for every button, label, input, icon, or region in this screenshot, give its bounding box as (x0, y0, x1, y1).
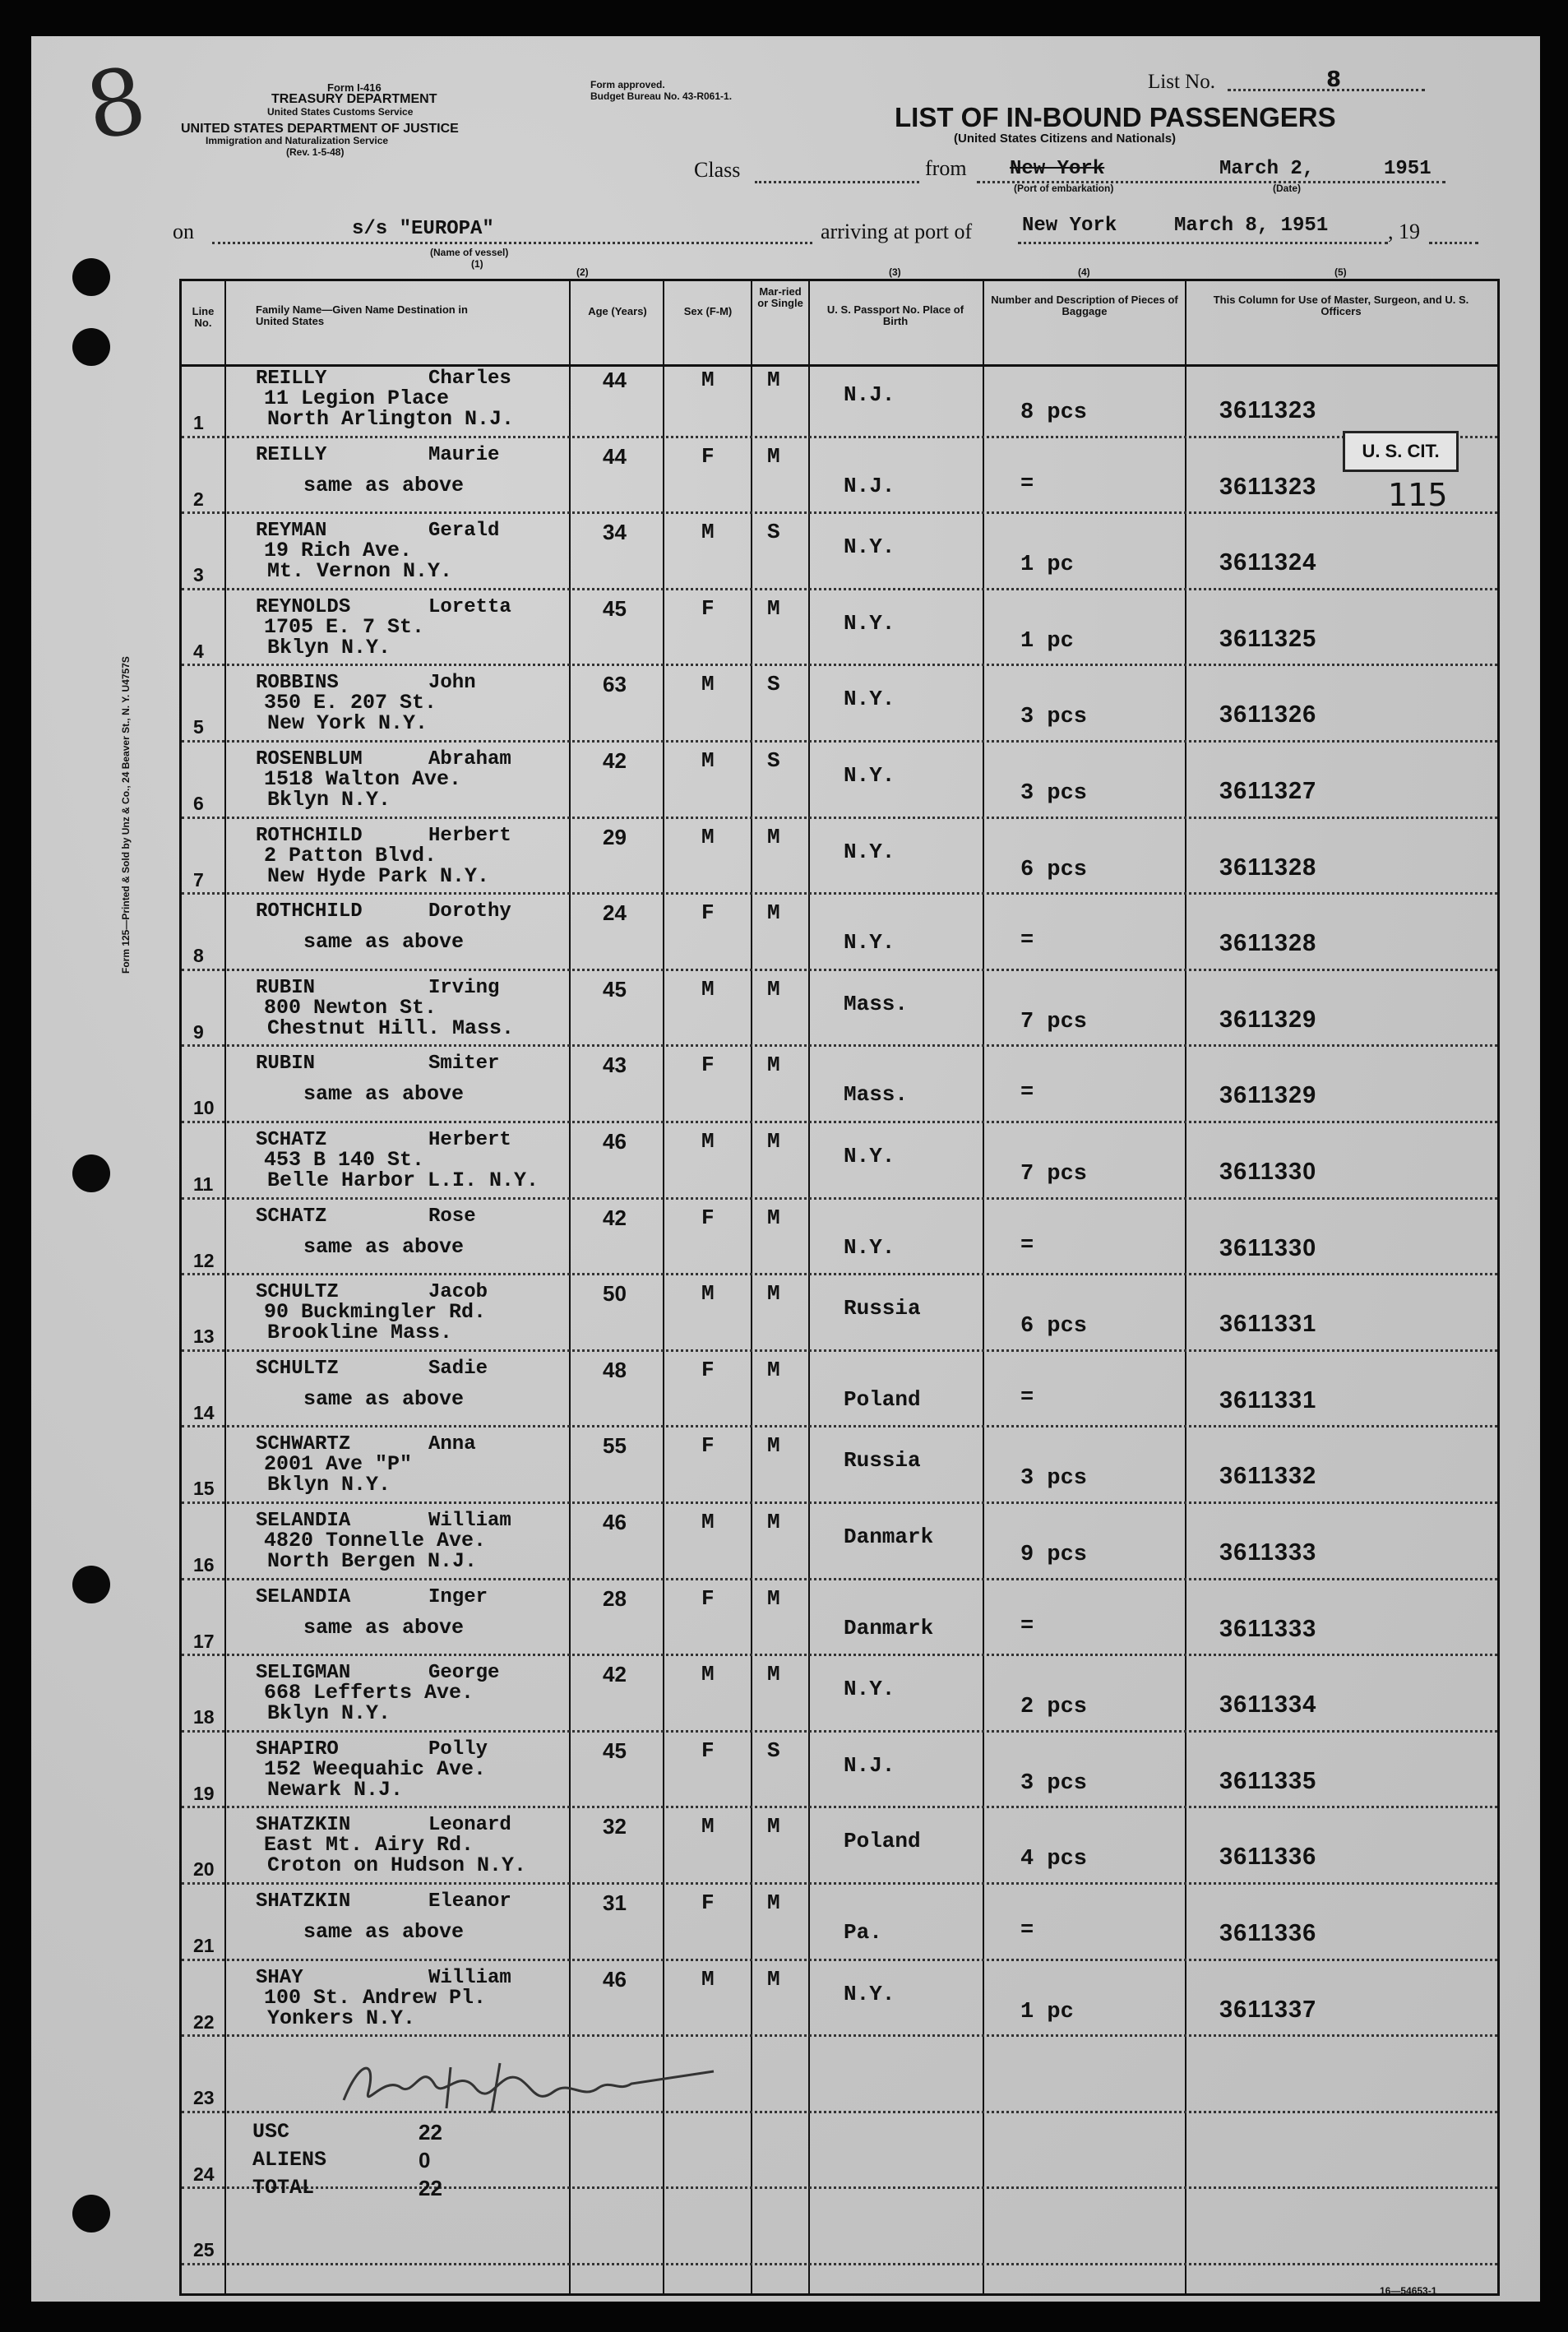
place-of-birth: Poland (844, 1386, 921, 1412)
passenger-surname: SCHWARTZ (256, 1433, 351, 1456)
address-line-2: same as above (303, 1386, 465, 1411)
citizen-number: 3611323 (1219, 397, 1317, 423)
baggage: 2 pcs (1020, 1695, 1088, 1720)
citizen-number: 3611328 (1219, 930, 1317, 957)
dept-treasury: TREASURY DEPARTMENT (271, 92, 437, 106)
embarkation-caption: (Port of embarkation) (1014, 183, 1114, 194)
baggage: 1 pc (1020, 628, 1074, 654)
col-header-birth: U. S. Passport No. Place of Birth (826, 303, 964, 327)
marital-status: M (767, 900, 780, 926)
line-number: 9 (193, 1020, 204, 1043)
budget-bureau: Budget Bureau No. 43-R061-1. (590, 90, 733, 102)
address-line-1: East Mt. Airy Rd. (264, 1833, 474, 1858)
age: 55 (603, 1433, 627, 1459)
marital-status: M (767, 368, 780, 392)
col-header-name: Family Name—Given Name Destination in United States (256, 303, 468, 327)
baggage: 6 pcs (1020, 857, 1088, 882)
place-of-birth: N.Y. (844, 930, 895, 955)
line-number: 24 (193, 2163, 215, 2185)
citizen-number: 3611323 (1219, 473, 1317, 500)
citizen-number: 3611327 (1219, 778, 1317, 804)
passenger-given-name: Smiter (428, 1053, 500, 1076)
marital-status: M (767, 1662, 780, 1687)
citizen-number: 3611332 (1219, 1463, 1317, 1490)
address-line-2: Newark N.J. (267, 1777, 404, 1802)
citizen-number: 3611330 (1219, 1234, 1317, 1261)
officer-signature (335, 2043, 730, 2133)
line-number: 21 (193, 1935, 215, 1956)
passenger-given-name: William (428, 1966, 511, 1989)
address-line-1: 350 E. 207 St. (264, 691, 437, 715)
address-line-1: 2001 Ave "P" (264, 1452, 413, 1477)
marital-status: S (767, 520, 780, 545)
address-line-2: Croton on Hudson N.Y. (267, 1853, 527, 1878)
passenger-surname: SCHATZ (256, 1129, 327, 1151)
sex: F (701, 900, 715, 926)
total-label: TOTAL (252, 2176, 315, 2200)
sex: F (701, 1890, 715, 1915)
passenger-given-name: Sadie (428, 1357, 488, 1380)
place-of-birth: N.J. (844, 473, 895, 498)
place-of-birth: Mass. (844, 991, 909, 1016)
age: 31 (603, 1890, 627, 1915)
address-line-1: 90 Buckmingler Rd. (264, 1300, 487, 1325)
line-number: 25 (193, 2239, 215, 2261)
passenger-surname: ROBBINS (256, 672, 339, 695)
marital-status: M (767, 1966, 780, 1992)
baggage: = (1020, 471, 1034, 497)
sex: M (701, 1129, 715, 1154)
sex: M (701, 976, 715, 1002)
marital-status: M (767, 1585, 780, 1611)
age: 44 (603, 443, 627, 469)
line-number: 1 (193, 412, 204, 433)
citizen-number: 3611331 (1219, 1311, 1317, 1338)
baggage: 3 pcs (1020, 781, 1088, 806)
departure-date: March 2, (1219, 158, 1315, 180)
address-line-2: Bklyn N.Y. (267, 1473, 391, 1497)
baggage: 4 pcs (1020, 1847, 1088, 1872)
place-of-birth: Mass. (844, 1082, 909, 1108)
passenger-given-name: Polly (428, 1737, 488, 1761)
passenger-given-name: Charles (428, 368, 511, 390)
passenger-surname: SELANDIA (256, 1585, 351, 1608)
sex: M (701, 672, 715, 697)
line-number: 2 (193, 488, 204, 510)
marital-status: M (767, 976, 780, 1002)
passenger-given-name: John (428, 672, 476, 695)
on-label: on (173, 220, 194, 243)
dept-treasury-sub: United States Customs Service (267, 106, 414, 118)
baggage: = (1020, 1385, 1034, 1410)
place-of-birth: Danmark (844, 1525, 934, 1549)
citizen-number: 3611324 (1219, 549, 1317, 576)
line-number: 3 (193, 564, 204, 586)
line-number: 18 (193, 1706, 215, 1728)
year-suffix: , 19 (1388, 220, 1420, 243)
place-of-birth: N.Y. (844, 1677, 895, 1702)
passenger-given-name: Herbert (428, 824, 511, 847)
marital-status: M (767, 443, 780, 469)
sex: F (701, 1585, 715, 1611)
baggage: 1 pc (1020, 1999, 1074, 2024)
place-of-birth: N.Y. (844, 839, 895, 864)
passenger-surname: SELANDIA (256, 1510, 351, 1532)
vessel-caption: (Name of vessel) (430, 247, 509, 258)
col-number-2: (2) (576, 266, 589, 278)
marital-status: M (767, 1890, 780, 1915)
marital-status: M (767, 1814, 780, 1839)
place-of-birth: N.J. (844, 1752, 895, 1778)
binder-hole (72, 1566, 110, 1603)
passenger-given-name: Herbert (428, 1129, 511, 1151)
passenger-given-name: Inger (428, 1585, 488, 1608)
passenger-surname: SCHULTZ (256, 1357, 339, 1380)
passenger-given-name: Rose (428, 1205, 476, 1228)
address-line-2: same as above (303, 473, 465, 497)
marital-status: S (767, 748, 780, 773)
baggage: 9 pcs (1020, 1543, 1088, 1567)
passenger-surname: SHAPIRO (256, 1737, 339, 1761)
arrival-port: New York (1022, 215, 1117, 237)
passenger-surname: REYNOLDS (256, 595, 351, 618)
age: 34 (603, 520, 627, 545)
place-of-birth: N.Y. (844, 763, 895, 788)
address-line-1: 453 B 140 St. (264, 1148, 425, 1172)
sex: F (701, 443, 715, 469)
list-title: LIST OF IN-BOUND PASSENGERS (895, 102, 1336, 132)
address-line-2: North Bergen N.J. (267, 1549, 478, 1573)
baggage: = (1020, 1080, 1034, 1106)
address-line-2: Bklyn N.Y. (267, 788, 391, 812)
address-line-1: 152 Weequahic Ave. (264, 1756, 487, 1781)
line-number: 8 (193, 945, 204, 967)
col-header-age: Age (Years) (588, 305, 647, 317)
line-number: 13 (193, 1326, 215, 1348)
passenger-given-name: Leonard (428, 1814, 511, 1837)
address-line-2: same as above (303, 1615, 465, 1640)
passenger-surname: RUBIN (256, 1053, 316, 1076)
passenger-surname: ROTHCHILD (256, 900, 363, 923)
baggage: 3 pcs (1020, 1770, 1088, 1796)
citizen-number: 3611329 (1219, 1082, 1317, 1109)
age: 46 (603, 1510, 627, 1534)
departure-year: 1951 (1384, 158, 1432, 180)
line-number: 5 (193, 716, 204, 738)
baggage: 3 pcs (1020, 705, 1088, 730)
passenger-given-name: William (428, 1510, 511, 1532)
baggage: 7 pcs (1020, 1162, 1088, 1187)
address-line-1: 668 Lefferts Ave. (264, 1681, 474, 1705)
marital-status: M (767, 1129, 780, 1154)
address-line-1: 800 Newton St. (264, 995, 437, 1020)
address-line-1: 1705 E. 7 St. (264, 614, 425, 639)
col-number-4: (4) (1078, 266, 1090, 278)
form-code: 16—54653-1 (1380, 2285, 1437, 2297)
place-of-birth: Russia (844, 1296, 921, 1321)
age: 45 (603, 976, 627, 1002)
total-label: USC (252, 2120, 290, 2145)
sex: M (701, 824, 715, 849)
binder-hole (72, 2195, 110, 2233)
us-citizen-stamp: U. S. CIT. (1343, 431, 1459, 472)
address-line-1: 11 Legion Place (264, 386, 450, 410)
list-no-label: List No. (1148, 71, 1215, 93)
passenger-surname: ROTHCHILD (256, 824, 363, 847)
sex: F (701, 1205, 715, 1230)
age: 42 (603, 1662, 627, 1687)
address-line-2: New York N.Y. (267, 711, 428, 736)
citizen-number: 3611337 (1219, 1996, 1317, 2023)
address-line-2: Mt. Vernon N.Y. (267, 559, 453, 584)
marital-status: M (767, 1357, 780, 1382)
sex: M (701, 1281, 715, 1307)
baggage: 1 pc (1020, 553, 1074, 578)
citizen-number: 3611335 (1219, 1767, 1317, 1794)
sex: F (701, 1357, 715, 1382)
binder-hole (72, 258, 110, 296)
age: 48 (603, 1357, 627, 1382)
address-line-2: New Hyde Park N.Y. (267, 863, 490, 888)
passenger-surname: REYMAN (256, 520, 327, 543)
total-label: ALIENS (252, 2148, 327, 2172)
from-label: from (925, 156, 967, 180)
line-number: 16 (193, 1554, 215, 1575)
dept-justice-sub: Immigration and Naturalization Service (206, 135, 389, 146)
age: 44 (603, 368, 627, 392)
sex: M (701, 1662, 715, 1687)
age: 46 (603, 1966, 627, 1992)
manifest-sheet (31, 36, 1540, 2302)
col-header-married: Mar-ried or Single (757, 285, 803, 309)
marital-status: M (767, 595, 780, 621)
age: 46 (603, 1129, 627, 1154)
address-line-1: 4820 Tonnelle Ave. (264, 1529, 487, 1552)
line-number: 17 (193, 1630, 215, 1652)
passenger-surname: REILLY (256, 443, 327, 466)
address-line-2: same as above (303, 1234, 465, 1259)
passenger-surname: SHATZKIN (256, 1890, 351, 1913)
line-number: 19 (193, 1782, 215, 1804)
total-value: 0 (419, 2148, 431, 2173)
citizen-number: 3611331 (1219, 1386, 1317, 1414)
list-number: 8 (1326, 67, 1342, 92)
form-number: Form I-416 (327, 81, 382, 94)
age: 28 (603, 1585, 627, 1611)
binder-hole (72, 1154, 110, 1192)
address-line-2: same as above (303, 1920, 465, 1944)
age: 45 (603, 595, 627, 621)
binder-hole (72, 328, 110, 366)
age: 42 (603, 748, 627, 773)
address-line-1: 2 Patton Blvd. (264, 843, 437, 868)
age: 32 (603, 1814, 627, 1839)
line-number: 22 (193, 2010, 215, 2033)
place-of-birth: Russia (844, 1448, 921, 1474)
address-line-2: Bklyn N.Y. (267, 635, 391, 659)
line-number: 7 (193, 868, 204, 891)
vessel-name: s/s "EUROPA" (352, 218, 494, 240)
col-header-baggage: Number and Description of Pieces of Baggage (991, 294, 1178, 317)
line-number: 15 (193, 1478, 215, 1500)
col-header-sex: Sex (F-M) (683, 305, 733, 317)
line-number: 12 (193, 1249, 215, 1271)
age: 24 (603, 900, 627, 926)
line-number: 14 (193, 1401, 215, 1423)
marital-status: M (767, 1433, 780, 1459)
passenger-given-name: Irving (428, 976, 500, 999)
sex: F (701, 1433, 715, 1459)
place-of-birth: N.Y. (844, 1234, 895, 1260)
arriving-label: arriving at port of (821, 220, 973, 243)
address-line-2: same as above (303, 930, 465, 955)
age: 42 (603, 1205, 627, 1230)
baggage: = (1020, 928, 1034, 954)
sex: M (701, 520, 715, 545)
dept-justice: UNITED STATES DEPARTMENT OF JUSTICE (181, 122, 459, 136)
place-of-birth: N.Y. (844, 610, 895, 636)
list-subtitle: (United States Citizens and Nationals) (954, 132, 1177, 146)
from-port: New York (1010, 158, 1105, 180)
col-header-officers: This Column for Use of Master, Surgeon, and U. S. Officers (1213, 294, 1469, 317)
passenger-given-name: Jacob (428, 1281, 488, 1304)
passenger-surname: SHAY (256, 1966, 303, 1989)
address-line-2: same as above (303, 1082, 465, 1107)
citizen-number: 3611334 (1219, 1691, 1317, 1719)
address-line-2: Brookline Mass. (267, 1321, 453, 1345)
line-number: 10 (193, 1097, 215, 1119)
baggage: 3 pcs (1020, 1466, 1088, 1492)
place-of-birth: N.Y. (844, 1981, 895, 2006)
citizen-number: 3611330 (1219, 1159, 1317, 1185)
line-number: 6 (193, 793, 204, 814)
address-line-1: 19 Rich Ave. (264, 539, 413, 563)
citizen-number: 3611333 (1219, 1539, 1317, 1566)
place-of-birth: N.J. (844, 382, 895, 407)
age: 63 (603, 672, 627, 697)
passenger-surname: RUBIN (256, 976, 316, 999)
citizen-number: 3611326 (1219, 701, 1317, 729)
citizen-number: 3611333 (1219, 1615, 1317, 1642)
passenger-given-name: Gerald (428, 520, 500, 543)
total-value: 22 (419, 2120, 442, 2145)
sex: M (701, 1966, 715, 1992)
place-of-birth: Poland (844, 1829, 921, 1854)
passenger-given-name: Abraham (428, 748, 511, 770)
marital-status: M (767, 824, 780, 849)
passenger-table (179, 266, 1500, 2296)
age: 43 (603, 1053, 627, 1078)
passenger-given-name: George (428, 1662, 500, 1685)
col-number-5: (5) (1334, 266, 1347, 278)
marital-status: M (767, 1205, 780, 1230)
address-line-1: 1518 Walton Ave. (264, 767, 462, 791)
line-number: 11 (193, 1173, 214, 1195)
citizen-number: 3611336 (1219, 1920, 1317, 1946)
passenger-surname: SCHULTZ (256, 1281, 339, 1304)
col-number-3: (3) (889, 266, 901, 278)
citizen-number: 3611329 (1219, 1006, 1317, 1033)
page-number: 115 (1388, 477, 1448, 513)
address-line-2: Bklyn N.Y. (267, 1701, 391, 1726)
marital-status: S (767, 672, 780, 697)
sex: M (701, 368, 715, 392)
sex: M (701, 1814, 715, 1839)
place-of-birth: Pa. (844, 1920, 882, 1945)
address-line-2: Belle Harbor L.I. N.Y. (267, 1168, 539, 1192)
passenger-given-name: Dorothy (428, 900, 511, 923)
class-label: Class (694, 158, 741, 182)
sex: F (701, 1737, 715, 1763)
address-line-2: North Arlington N.J. (267, 407, 515, 431)
citizen-number: 3611325 (1219, 625, 1317, 652)
form-revision: (Rev. 1-5-48) (286, 146, 345, 158)
sex: M (701, 1510, 715, 1534)
passenger-surname: ROSENBLUM (256, 748, 363, 770)
marital-status: M (767, 1053, 780, 1078)
marital-status: S (767, 1737, 780, 1763)
citizen-number: 3611336 (1219, 1844, 1317, 1871)
age: 50 (603, 1281, 627, 1307)
arrival-date: March 8, 1951 (1174, 215, 1329, 237)
passenger-surname: SHATZKIN (256, 1814, 351, 1837)
age: 29 (603, 824, 627, 849)
baggage: 8 pcs (1020, 400, 1088, 425)
vessel-col-number: (1) (471, 258, 483, 270)
passenger-given-name: Loretta (428, 595, 511, 618)
total-value: 22 (419, 2176, 442, 2201)
printer-note: Form 125—Printed & Sold by Unz & Co., 24 Beaver St., N. Y. U4757S (120, 656, 132, 974)
sex: M (701, 748, 715, 773)
baggage: = (1020, 1918, 1034, 1943)
pencil-mark: 8 (78, 46, 154, 161)
baggage: 6 pcs (1020, 1314, 1088, 1340)
address-line-2: Chestnut Hill. Mass. (267, 1016, 515, 1040)
passenger-surname: REILLY (256, 368, 327, 390)
place-of-birth: N.Y. (844, 687, 895, 712)
form-approved: Form approved. (590, 79, 665, 90)
citizen-number: 3611328 (1219, 854, 1317, 881)
sex: F (701, 595, 715, 621)
passenger-given-name: Maurie (428, 443, 500, 466)
sex: F (701, 1053, 715, 1078)
address-line-2: Yonkers N.Y. (267, 2006, 416, 2030)
place-of-birth: Danmark (844, 1615, 934, 1640)
passenger-given-name: Anna (428, 1433, 476, 1456)
line-number: 20 (193, 1858, 215, 1881)
baggage: = (1020, 1613, 1034, 1639)
place-of-birth: N.Y. (844, 534, 895, 560)
age: 45 (603, 1737, 627, 1763)
baggage: = (1020, 1233, 1034, 1258)
marital-status: M (767, 1510, 780, 1534)
passenger-surname: SELIGMAN (256, 1662, 351, 1685)
date-caption: (Date) (1273, 183, 1302, 194)
place-of-birth: N.Y. (844, 1144, 895, 1168)
passenger-given-name: Eleanor (428, 1890, 511, 1913)
baggage: 7 pcs (1020, 1009, 1088, 1034)
passenger-surname: SCHATZ (256, 1205, 327, 1228)
address-line-1: 100 St. Andrew Pl. (264, 1985, 487, 2010)
line-number: 4 (193, 640, 204, 662)
col-header-line: Line No. (192, 305, 215, 329)
marital-status: M (767, 1281, 780, 1307)
line-number: 23 (193, 2087, 215, 2109)
